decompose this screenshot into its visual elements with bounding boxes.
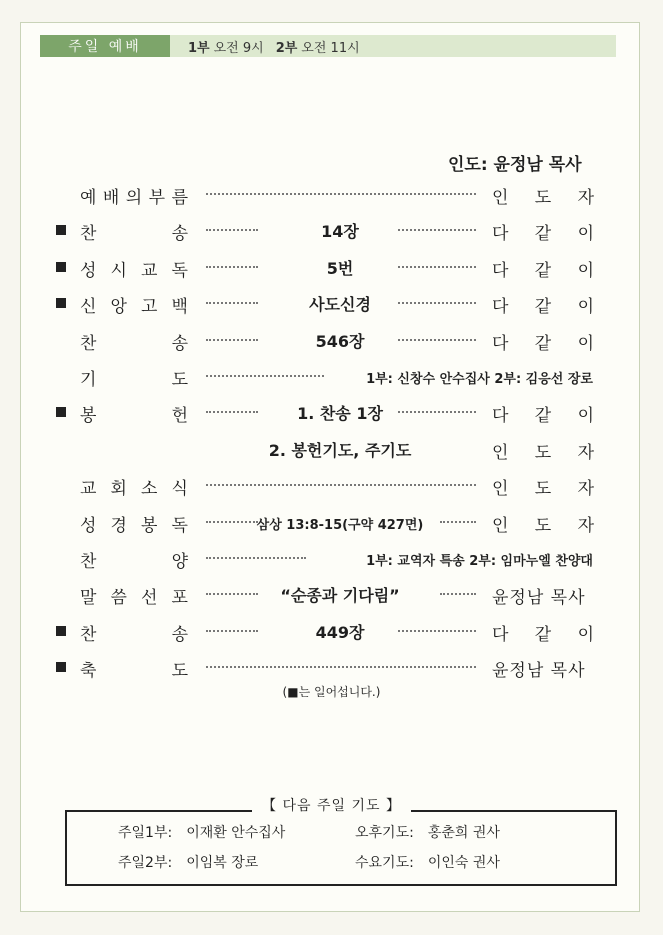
standing-marker-icon bbox=[56, 225, 66, 235]
standing-marker-icon bbox=[56, 626, 66, 636]
next-prayer-service: 주일1부: bbox=[118, 825, 173, 841]
leader-dots bbox=[206, 521, 258, 523]
order-item-person: 인 도 자 bbox=[492, 442, 594, 463]
order-item-label: 신 앙 고 백 bbox=[80, 297, 188, 318]
order-row bbox=[0, 326, 663, 356]
order-row bbox=[0, 398, 663, 428]
next-prayer-service: 주일2부: bbox=[118, 855, 173, 871]
next-prayer-entry bbox=[118, 822, 285, 842]
order-row bbox=[0, 216, 663, 246]
leader-dots bbox=[206, 666, 476, 668]
order-item-label: 예 배 의 부 름 bbox=[80, 188, 188, 208]
leader-dots bbox=[206, 229, 258, 231]
order-item-person: 인 도 자 bbox=[492, 479, 594, 500]
order-item-content: 546장 bbox=[315, 331, 365, 351]
leader-dots bbox=[206, 266, 258, 268]
next-prayer-person: 이인숙 권사 bbox=[427, 855, 500, 871]
service2-time: 2부 오전 11시 bbox=[275, 40, 360, 56]
order-item-person: 다 같 이 bbox=[492, 333, 594, 354]
leader-dots bbox=[206, 557, 306, 559]
order-item-label: 교 회 소 식 bbox=[80, 479, 188, 500]
next-prayer-service: 수요기도: bbox=[355, 855, 414, 871]
leader-dots bbox=[398, 266, 476, 268]
order-item-label: 찬 송 bbox=[80, 224, 188, 245]
next-prayer-person: 이임복 장로 bbox=[186, 855, 259, 871]
service-times bbox=[188, 37, 360, 56]
leader-dots bbox=[206, 630, 258, 632]
worship-leader: 인도: 윤정남 목사 bbox=[448, 155, 582, 175]
standing-marker-icon bbox=[56, 407, 66, 417]
order-row bbox=[0, 362, 663, 392]
order-item-content: 삼상 13:8-15(구약 427면) bbox=[256, 517, 424, 533]
service-header bbox=[40, 35, 616, 57]
next-prayer-title: 【 다음 주일 기도 】 bbox=[0, 795, 663, 815]
service1-time: 1부 오전 9시 bbox=[188, 40, 264, 56]
order-item-label: 기 도 bbox=[80, 370, 188, 390]
leader-dots bbox=[398, 411, 476, 413]
order-item-label: 찬 양 bbox=[80, 552, 188, 572]
order-item-person: 다 같 이 bbox=[492, 224, 594, 245]
order-item-content: 5번 bbox=[326, 258, 354, 278]
order-item-label: 찬 송 bbox=[80, 624, 188, 645]
order-row bbox=[0, 508, 663, 538]
leader-dots bbox=[206, 302, 258, 304]
order-item-detail: 1부: 교역자 특송 2부: 임마누엘 찬양대 bbox=[366, 554, 593, 569]
order-item-person: 다 같 이 bbox=[492, 406, 594, 427]
order-item-person: 윤정남 목사 bbox=[492, 661, 586, 682]
leader-dots bbox=[206, 375, 324, 377]
leader-dots bbox=[206, 593, 258, 595]
order-row bbox=[0, 471, 663, 501]
order-row bbox=[0, 289, 663, 319]
order-item-label: 성 시 교 독 bbox=[80, 260, 188, 281]
order-row bbox=[0, 653, 663, 683]
standing-marker-icon bbox=[56, 298, 66, 308]
order-row bbox=[0, 180, 663, 210]
order-item-label: 축 도 bbox=[80, 661, 188, 682]
order-item-detail: 1부: 신창수 안수집사 2부: 김응선 장로 bbox=[366, 372, 593, 387]
order-item-content: 449장 bbox=[315, 622, 365, 642]
order-row bbox=[0, 253, 663, 283]
order-row bbox=[0, 435, 663, 465]
leader-dots bbox=[398, 302, 476, 304]
order-row bbox=[0, 544, 663, 574]
standing-note: (■는 일어섭니다.) bbox=[282, 685, 381, 699]
order-item-person: 다 같 이 bbox=[492, 260, 594, 281]
order-item-person: 인 도 자 bbox=[492, 515, 594, 536]
order-item-label: 말 씀 선 포 bbox=[80, 588, 188, 609]
next-prayer-person: 이재환 안수집사 bbox=[186, 825, 286, 841]
next-prayer-entry bbox=[355, 852, 500, 872]
leader-dots bbox=[398, 630, 476, 632]
leader-dots bbox=[206, 339, 258, 341]
order-item-label: 성 경 봉 독 bbox=[80, 515, 188, 536]
leader-dots bbox=[398, 339, 476, 341]
standing-marker-icon bbox=[56, 262, 66, 272]
leader-dots bbox=[440, 593, 476, 595]
order-row bbox=[0, 580, 663, 610]
order-item-content: 14장 bbox=[321, 222, 359, 242]
order-item-label: 찬 송 bbox=[80, 333, 188, 354]
next-prayer-entry bbox=[118, 852, 258, 872]
order-item-person: 다 같 이 bbox=[492, 297, 594, 318]
order-item-content: 2. 봉헌기도, 주기도 bbox=[268, 440, 412, 460]
next-prayer-person: 홍춘희 권사 bbox=[427, 825, 500, 841]
order-item-content: “순종과 기다림” bbox=[280, 586, 400, 606]
order-item-content: 1. 찬송 1장 bbox=[297, 404, 383, 424]
leader-dots bbox=[398, 229, 476, 231]
next-prayer-service: 오후기도: bbox=[355, 825, 414, 841]
order-item-label: 봉 헌 bbox=[80, 406, 188, 427]
leader-dots bbox=[206, 411, 258, 413]
leader-dots bbox=[206, 193, 476, 195]
order-item-content: 사도신경 bbox=[309, 295, 371, 315]
next-prayer-entry bbox=[355, 822, 500, 842]
order-item-person: 윤정남 목사 bbox=[492, 588, 586, 609]
order-item-person: 인 도 자 bbox=[492, 188, 594, 208]
order-row bbox=[0, 617, 663, 647]
standing-marker-icon bbox=[56, 662, 66, 672]
leader-dots bbox=[206, 484, 476, 486]
leader-dots bbox=[440, 521, 476, 523]
order-item-person: 다 같 이 bbox=[492, 624, 594, 645]
service-tag: 주일 예배 bbox=[40, 35, 170, 57]
